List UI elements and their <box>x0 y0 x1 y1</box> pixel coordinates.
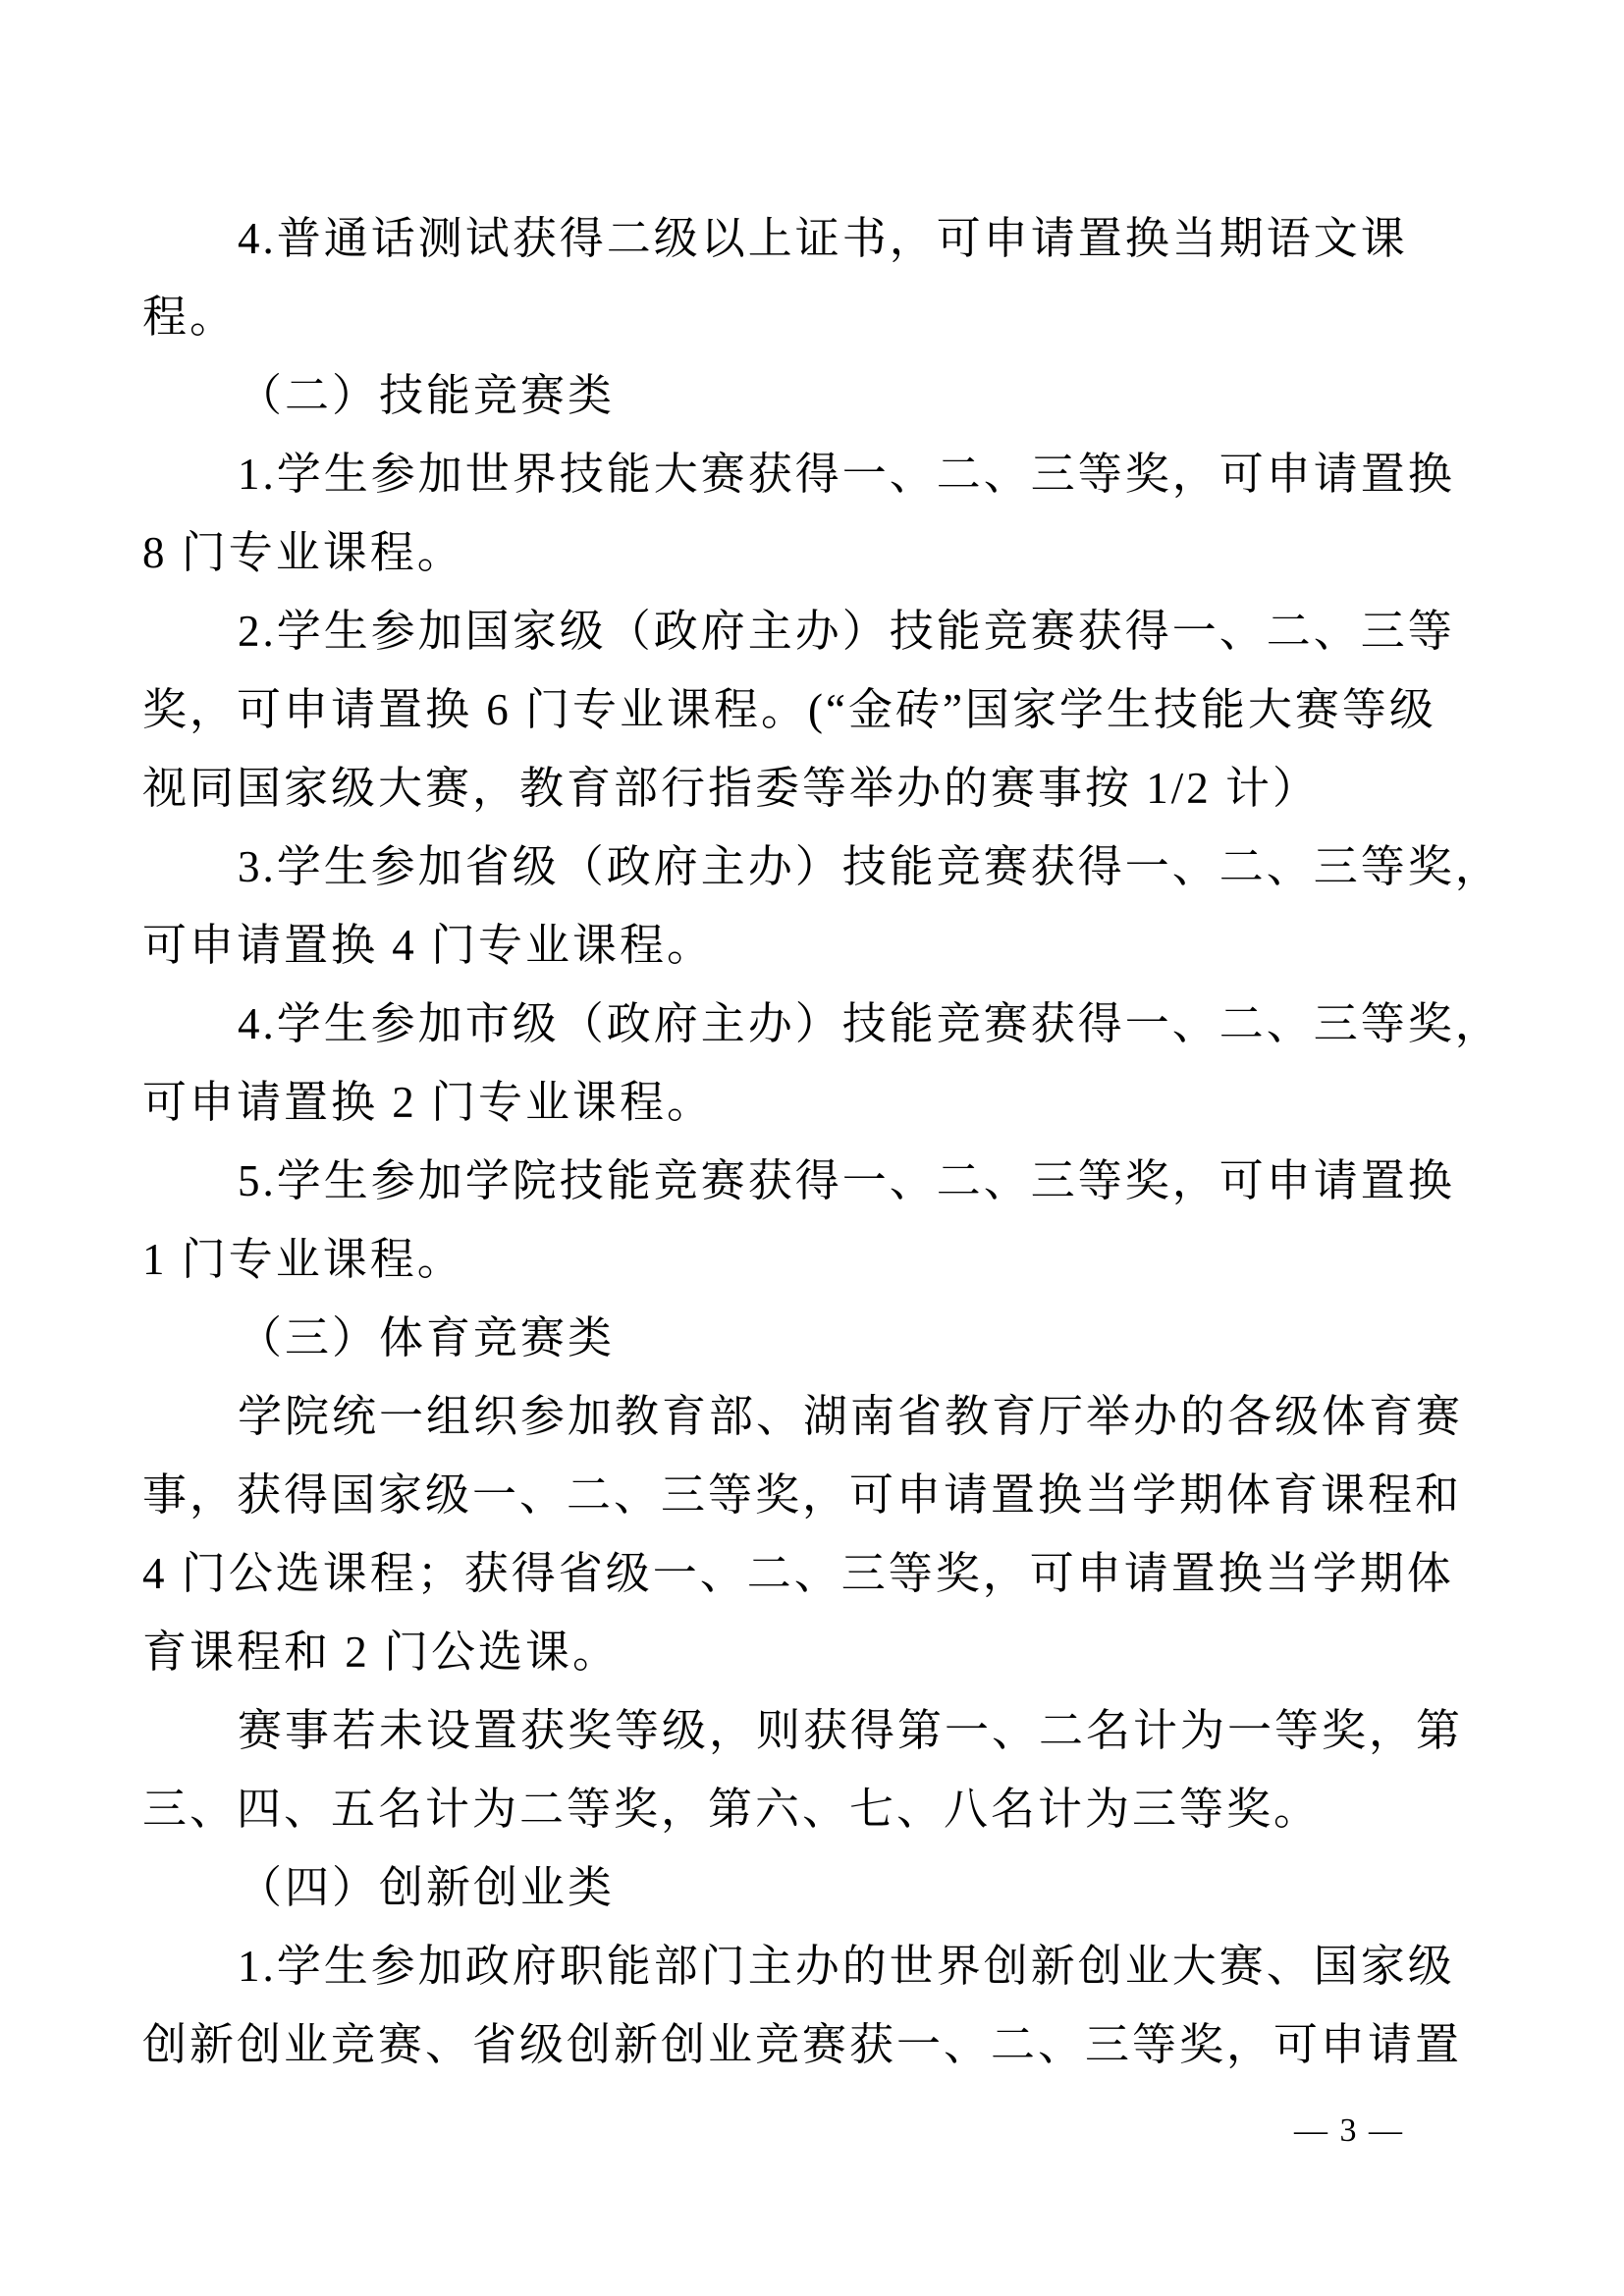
text-line: 可申请置换 4 门专业课程。 <box>142 921 715 970</box>
text-line: 三、四、五名计为二等奖，第六、七、八名计为三等奖。 <box>142 1785 1322 1834</box>
text-line: 3.学生参加省级（政府主办）技能竞赛获得一、二、三等奖， <box>238 842 1502 891</box>
text-line: 4.普通话测试获得二级以上证书，可申请置换当期语文课 <box>238 214 1408 263</box>
section-heading-skill-competition: （二）技能竞赛类 <box>238 371 616 420</box>
text-line: 视同国家级大赛，教育部行指委等举办的赛事按 1/2 计） <box>142 764 1321 813</box>
text-line: 创新创业竞赛、省级创新创业竞赛获一、二、三等奖，可申请置 <box>142 2020 1463 2069</box>
text-line: 奖，可申请置换 6 门专业课程。(“金砖”国家学生技能大赛等级 <box>142 685 1436 734</box>
text-line: 1.学生参加世界技能大赛获得一、二、三等奖，可申请置换 <box>238 450 1455 499</box>
text-line: 1 门专业课程。 <box>142 1235 464 1284</box>
text-line: 育课程和 2 门公选课。 <box>142 1628 621 1677</box>
text-line: 4.学生参加市级（政府主办）技能竞赛获得一、二、三等奖， <box>238 999 1502 1048</box>
text-line: 可申请置换 2 门专业课程。 <box>142 1078 715 1127</box>
text-line: 4 门公选课程；获得省级一、二、三等奖，可申请置换当学期体 <box>142 1549 1454 1598</box>
text-line: 事，获得国家级一、二、三等奖，可申请置换当学期体育课程和 <box>142 1470 1463 1520</box>
document-text-block <box>142 199 1502 2084</box>
text-line: 2.学生参加国家级（政府主办）技能竞赛获得一、二、三等 <box>238 607 1455 656</box>
page-number: — 3 — <box>1294 2112 1404 2149</box>
text-line: 赛事若未设置获奖等级，则获得第一、二名计为一等奖，第 <box>238 1706 1464 1755</box>
text-line: 程。 <box>142 293 238 342</box>
text-line: 学院统一组织参加教育部、湖南省教育厅举办的各级体育赛 <box>238 1392 1464 1441</box>
section-heading-innovation-entrepreneurship: （四）创新创业类 <box>238 1863 616 1912</box>
text-line: 1.学生参加政府职能部门主办的世界创新创业大赛、国家级 <box>238 1942 1455 1991</box>
text-line: 5.学生参加学院技能竞赛获得一、二、三等奖，可申请置换 <box>238 1156 1455 1205</box>
text-line: 8 门专业课程。 <box>142 528 464 577</box>
section-heading-sports-competition: （三）体育竞赛类 <box>238 1313 616 1362</box>
